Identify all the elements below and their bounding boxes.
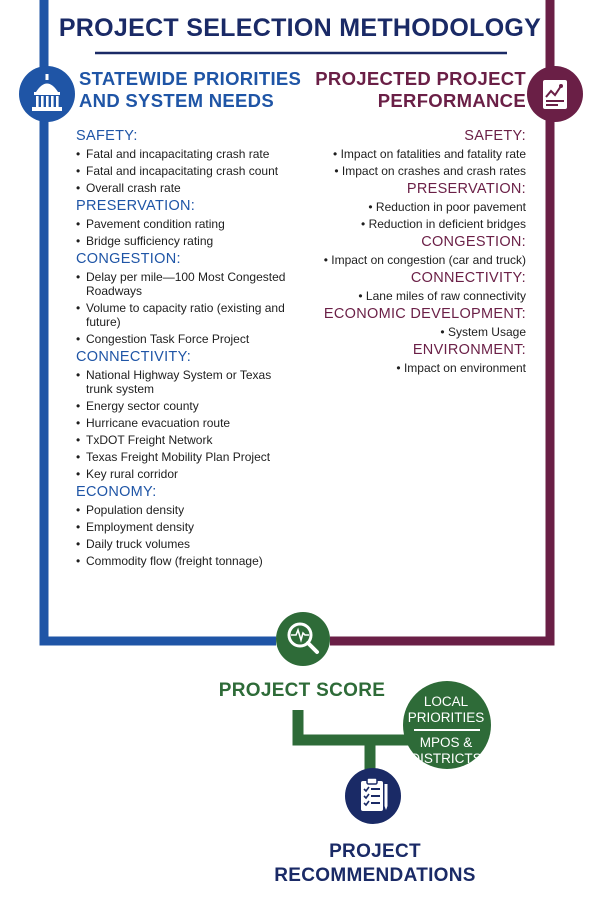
local-priorities-line4: DISTRICTS	[410, 751, 482, 766]
category-label: CONNECTIVITY:	[76, 349, 192, 365]
score-connector	[298, 710, 370, 770]
page-title: PROJECT SELECTION METHODOLOGY	[58, 14, 542, 42]
project-recommendations-label	[250, 840, 500, 888]
list-item: • Commodity flow (freight tonnage)	[76, 554, 286, 568]
category-label: PRESERVATION:	[406, 181, 526, 197]
right-criteria-list	[300, 128, 526, 378]
left-category-connectivity	[76, 349, 286, 481]
list-item: • Bridge sufficiency rating	[76, 234, 286, 248]
project-score-label: PROJECT SCORE	[218, 680, 386, 701]
right-heading-line2: PERFORMANCE	[377, 90, 526, 111]
category-label: SAFETY:	[464, 128, 526, 144]
left-criteria-list	[76, 128, 286, 571]
list-item: • Daily truck volumes	[76, 537, 286, 551]
right-category-connectivity	[300, 270, 526, 303]
list-item: • Lane miles of raw connectivity	[300, 289, 526, 303]
category-label: ECONOMIC DEVELOPMENT:	[323, 306, 526, 322]
category-label: ECONOMY:	[76, 484, 157, 500]
left-heading-line2: AND SYSTEM NEEDS	[79, 90, 274, 111]
list-item: • Energy sector county	[76, 399, 286, 413]
right-heading-line1: PROJECTED PROJECT	[315, 68, 526, 89]
right-category-congestion	[300, 234, 526, 267]
right-column-heading	[300, 68, 526, 112]
category-label: SAFETY:	[76, 128, 138, 144]
list-item: • Impact on fatalities and fatality rate	[300, 147, 526, 161]
list-item: • National Highway System or Texas trunk system	[76, 368, 286, 396]
list-item: • Impact on congestion (car and truck)	[300, 253, 526, 267]
right-category-safety	[300, 128, 526, 178]
list-item: • Reduction in poor pavement	[300, 200, 526, 214]
list-item: • TxDOT Freight Network	[76, 433, 286, 447]
category-label: ENVIRONMENT:	[412, 342, 526, 358]
list-item: • System Usage	[300, 325, 526, 339]
list-item: • Congestion Task Force Project	[76, 332, 286, 346]
recommendations-line2: RECOMMENDATIONS	[274, 865, 476, 886]
left-heading-line1: STATEWIDE PRIORITIES	[79, 68, 302, 89]
category-label: CONNECTIVITY:	[410, 270, 526, 286]
list-item: • Delay per mile—100 Most Congested Roadways	[76, 270, 286, 298]
category-label: CONGESTION:	[76, 251, 181, 267]
right-category-economic-development	[300, 306, 526, 339]
right-category-environment	[300, 342, 526, 375]
list-item: • Fatal and incapacitating crash rate	[76, 147, 286, 161]
list-item: • Texas Freight Mobility Plan Project	[76, 450, 286, 464]
list-item: • Pavement condition rating	[76, 217, 286, 231]
list-item: • Overall crash rate	[76, 181, 286, 195]
right-category-preservation	[300, 181, 526, 231]
local-priorities-line2: PRIORITIES	[407, 710, 485, 725]
magnifier-pulse-icon	[276, 612, 330, 666]
list-item: • Fatal and incapacitating crash count	[76, 164, 286, 178]
left-category-preservation	[76, 198, 286, 248]
list-item: • Employment density	[76, 520, 286, 534]
category-label: CONGESTION:	[421, 234, 526, 250]
list-item: • Population density	[76, 503, 286, 517]
clipboard-checklist-icon	[345, 768, 401, 824]
local-priorities-line1: LOCAL	[423, 694, 469, 709]
list-item: • Impact on environment	[300, 361, 526, 375]
recommendations-line1: PROJECT	[329, 841, 421, 862]
local-priorities-line3: MPOS &	[419, 735, 473, 750]
list-item: • Volume to capacity ratio (existing and future)	[76, 301, 286, 329]
category-label: PRESERVATION:	[76, 198, 196, 214]
list-item: • Impact on crashes and crash rates	[300, 164, 526, 178]
list-item: • Key rural corridor	[76, 467, 286, 481]
performance-report-icon	[527, 66, 583, 122]
left-category-economy	[76, 484, 286, 568]
left-category-safety	[76, 128, 286, 195]
list-item: • Reduction in deficient bridges	[300, 217, 526, 231]
list-item: • Hurricane evacuation route	[76, 416, 286, 430]
capitol-building-icon	[19, 66, 75, 122]
local-priorities-divider	[414, 729, 480, 731]
left-column-heading	[79, 68, 309, 112]
left-category-congestion	[76, 251, 286, 346]
